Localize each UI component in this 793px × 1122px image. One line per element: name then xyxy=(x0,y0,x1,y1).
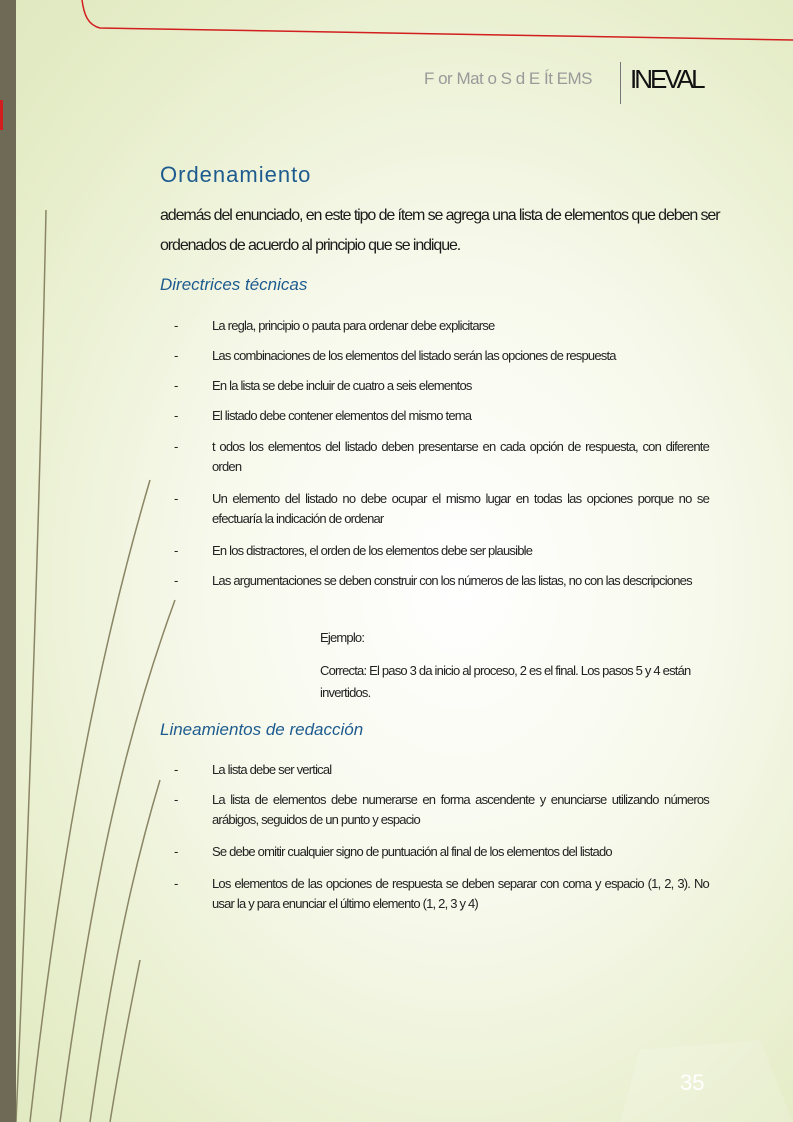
left-sidebar-bar xyxy=(0,0,16,1122)
list-item-text: Un elemento del listado no debe ocupar el mismo lugar en todas las opciones porque no se efectuaría la indicación de ordenar xyxy=(212,491,709,526)
list-item xyxy=(174,874,709,914)
page-number: 35 xyxy=(680,1070,705,1095)
list-marker: - xyxy=(174,573,178,588)
list-marker: - xyxy=(174,844,178,859)
list-item-text: Las argumentaciones se deben construir con los números de las listas, no con las descripciones xyxy=(212,573,692,588)
list-item xyxy=(174,376,709,396)
deco-line-5 xyxy=(110,960,140,1122)
example-text: Correcta: El paso 3 da inicio al proceso, 2 es el final. Los pasos 5 y 4 están invertidos. xyxy=(320,663,691,700)
header-subtitle: F or Mat o S d E Ít EMS xyxy=(424,69,592,88)
list-marker: - xyxy=(174,378,178,393)
deco-line-2 xyxy=(30,480,150,1122)
list-item xyxy=(174,571,709,591)
list-item-text: La lista debe ser vertical xyxy=(212,762,332,777)
list-marker: - xyxy=(174,408,178,423)
list-item xyxy=(174,406,709,426)
list-item-text: La lista de elementos debe numerarse en forma ascendente y enunciarse utilizando números arábigos, seguidos de un punto y espacio xyxy=(212,792,709,827)
list-item-text: Se debe omitir cualquier signo de puntuación al final de los elementos del listado xyxy=(212,844,612,859)
subtitle-lineamientos: Lineamientos de redacción xyxy=(160,720,364,739)
list-item xyxy=(174,489,709,529)
list-marker: - xyxy=(174,348,178,363)
deco-line-1 xyxy=(16,210,46,1122)
list-item-text: Los elementos de las opciones de respuesta se deben separar con coma y espacio (1, 2, 3). No usar la y para enunciar el último elemento (1, 2, 3 y 4) xyxy=(212,876,709,911)
subtitle-directrices: Directrices técnicas xyxy=(160,275,308,294)
list-marker: - xyxy=(174,318,178,333)
list-marker: - xyxy=(174,439,178,454)
list-item-text: Las combinaciones de los elementos del listado serán las opciones de respuesta xyxy=(212,348,616,363)
intro-paragraph: además del enunciado, en este tipo de ítem se agrega una lista de elementos que deben ser ordenados de acuerdo al principio que se indique. xyxy=(160,207,720,254)
red-header-line xyxy=(82,0,793,40)
list-item xyxy=(174,346,709,366)
deco-line-3 xyxy=(60,600,175,1122)
list-marker: - xyxy=(174,876,178,891)
list-item-text: t odos los elementos del listado deben presentarse en cada opción de respuesta, con diferente orden xyxy=(212,439,709,474)
footer-shape xyxy=(620,1040,793,1122)
example-label: Ejemplo: xyxy=(320,630,365,645)
list-item xyxy=(174,760,709,780)
list-marker: - xyxy=(174,792,178,807)
page-title: Ordenamiento xyxy=(160,162,312,187)
list-item xyxy=(174,316,709,336)
header-brand-logo: INEVAL xyxy=(630,64,703,94)
list-marker: - xyxy=(174,762,178,777)
header-divider xyxy=(620,62,621,104)
list-item-text: En la lista se debe incluir de cuatro a seis elementos xyxy=(212,378,472,393)
list-item xyxy=(174,842,709,862)
list-marker: - xyxy=(174,491,178,506)
list-item-text: En los distractores, el orden de los elementos debe ser plausible xyxy=(212,543,533,558)
list-item-text: La regla, principio o pauta para ordenar debe explicitarse xyxy=(212,318,495,333)
red-margin-mark xyxy=(0,100,3,130)
list-item-text: El listado debe contener elementos del mismo tema xyxy=(212,408,472,423)
list-item xyxy=(174,790,709,830)
list-item xyxy=(174,541,709,561)
list-marker: - xyxy=(174,543,178,558)
list-item xyxy=(174,437,709,477)
deco-line-4 xyxy=(90,780,160,1122)
